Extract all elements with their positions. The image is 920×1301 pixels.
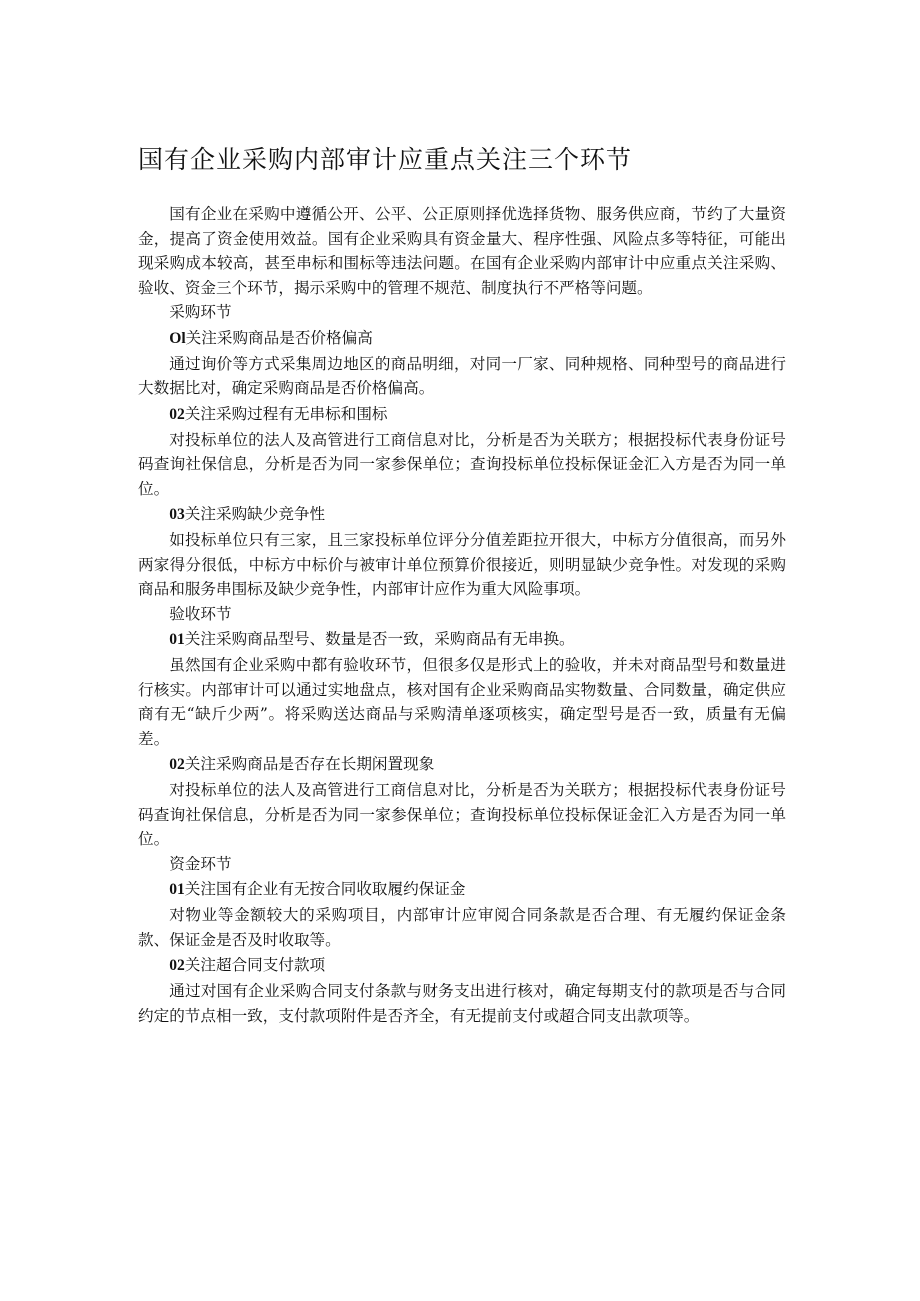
item-body: 虽然国有企业采购中都有验收环节，但很多仅是形式上的验收，并未对商品型号和数量进行核实。内部审计可以通过实地盘点，核对国有企业采购商品实物数量、合同数量，确定供应商有无“缺斤少两”。将采购送达商品与采购清单逐项核实，确定型号是否一致，质量有无偏差。 [138,656,786,748]
item-heading [138,751,786,778]
item-heading [138,952,786,979]
item-heading [138,876,786,903]
section-heading-acceptance: 验收环节 [169,604,232,623]
item-number: Ol [169,329,186,347]
item-title: 关注采购商品是否存在长期闲置现象 [184,755,435,773]
item-body: 如投标单位只有三家，且三家投标单位评分分值差距拉开很大，中标方分值很高，而另外两家得分很低，中标方中标价与被审计单位预算价很接近，则明显缺少竞争性。对发现的采购商品和服务串围标及缺少竞争性，内部审计应作为重大风险事项。 [138,531,786,598]
section-heading-funds: 资金环节 [169,854,232,873]
document-page [138,138,786,1028]
item-number: 01 [169,881,185,898]
document-title: 国有企业采购内部审计应重点关注三个环节 [138,145,633,174]
item-body: 通过对国有企业采购合同支付条款与财务支出进行核对，确定每期支付的款项是否与合同约定的节点相一致，支付款项附件是否齐全，有无提前支付或超合同支出款项等。 [138,982,786,1025]
item-heading [138,501,786,528]
section-heading-procurement: 采购环节 [169,303,232,321]
item-number: 02 [169,405,185,423]
item-body: 对投标单位的法人及高管进行工商信息对比，分析是否为关联方；根据投标代表身份证号码查询社保信息，分析是否为同一家参保单位；查询投标单位投标保证金汇入方是否为同一单位。 [138,781,786,848]
item-title: 关注超合同支付款项 [184,956,326,974]
item-title: 关注采购商品是否价格偏高 [185,328,373,347]
item-heading [138,325,786,352]
item-number: 02 [169,957,185,974]
item-number: 02 [169,756,185,773]
item-heading [138,626,786,653]
item-heading [138,401,786,428]
item-title: 关注采购缺少竞争性 [184,505,326,523]
item-body: 通过询价等方式采集周边地区的商品明细，对同一厂家、同种规格、同种型号的商品进行大数据比对，确定采购商品是否价格偏高。 [138,354,786,397]
item-number: 01 [169,631,185,648]
intro-paragraph: 国有企业在采购中遵循公开、公平、公正原则择优选择货物、服务供应商，节约了大量资金，提高了资金使用效益。国有企业采购具有资金量大、程序性强、风险点多等特征，可能出现采购成本较高，甚至串标和围标等违法问题。在国有企业采购内部审计中应重点关注采购、验收、资金三个环节，揭示采购中的管理不规范、制度执行不严格等问题。 [138,205,786,297]
item-body: 对投标单位的法人及高管进行工商信息对比，分析是否为关联方；根据投标代表身份证号码查询社保信息，分析是否为同一家参保单位；查询投标单位投标保证金汇入方是否为同一单位。 [138,430,786,498]
item-title: 关注国有企业有无按合同收取履约保证金 [184,880,466,898]
item-title: 关注采购过程有无串标和围标 [184,404,388,423]
item-body: 对物业等金额较大的采购项目，内部审计应审阅合同条款是否合理、有无履约保证金条款、保证金是否及时收取等。 [138,906,786,949]
item-number: 03 [169,506,185,523]
item-title: 关注采购商品型号、数量是否一致，采购商品有无串换。 [184,630,575,648]
